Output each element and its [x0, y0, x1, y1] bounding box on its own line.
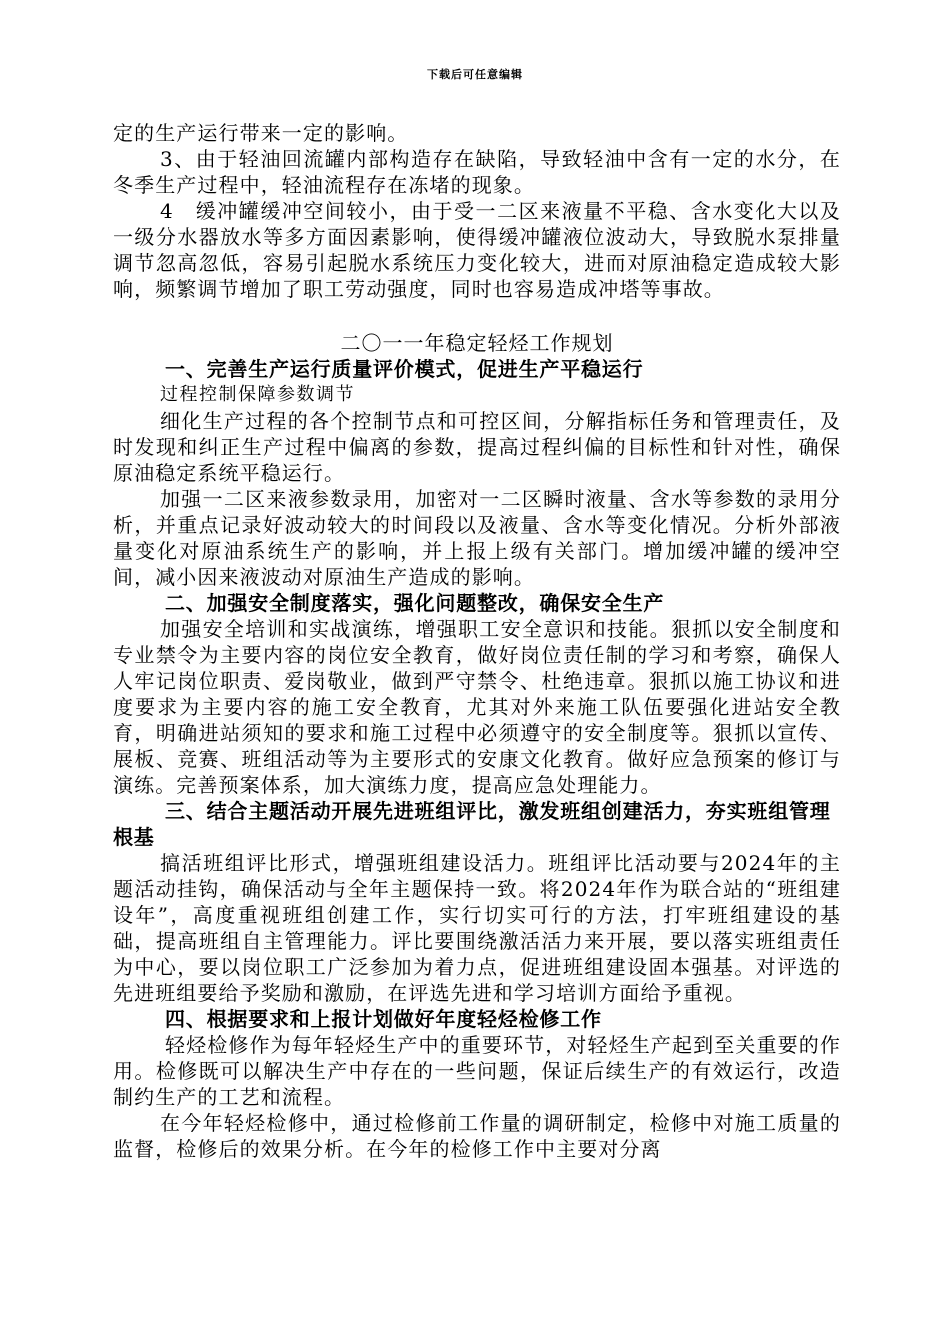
document-body [113, 120, 841, 1162]
section-4-paragraph-1: 轻烃检修作为每年轻烃生产中的重要环节，对轻烃生产起到至关重要的作用。检修既可以解决生产中存在的一些问题，保证后续生产的有效运行，改造制约生产的工艺和流程。 [113, 1033, 841, 1109]
section-4-paragraph-2: 在今年轻烃检修中，通过检修前工作量的调研制定，检修中对施工质量的监督，检修后的效果分析。在今年的检修工作中主要对分离 [113, 1111, 841, 1161]
section-3-paragraph-1: 搞活班组评比形式，增强班组建设活力。班组评比活动要与2024年的主题活动挂钩，确保活动与全年主题保持一致。将2024年作为联合站的“班组建设年”，高度重视班组创建工作，实行切实可行的方法，打牢班组建设的基础，提高班组自主管理能力。评比要围绕激活活力来开展，要以落实班组责任为中心，要以岗位职工广泛参加为着力点，促进班组建设固本强基。对评选的先进班组要给予奖励和激励，在评选先进和学习培训方面给予重视。 [113, 851, 841, 1005]
section-1-subheading: 过程控制保障参数调节 [160, 384, 355, 405]
section-2-paragraph-1: 加强安全培训和实战演练，增强职工安全意识和技能。狠抓以安全制度和专业禁令为主要内容的岗位安全教育，做好岗位责任制的学习和考察，确保人人牢记岗位职责、爱岗敬业，做到严守禁令、杜绝违章。狠抓以施工协议和进度要求为主要内容的施工安全教育，尤其对外来施工队伍要强化进站安全教育，明确进站须知的要求和施工过程中必须遵守的安全制度等。狠抓以宣传、展板、竞赛、班组活动等为主要形式的安康文化教育。做好应急预案的修订与演练。完善预案体系，加大演练力度，提高应急处理能力。 [113, 617, 841, 797]
section-1-paragraph-1: 细化生产过程的各个控制节点和可控区间，分解指标任务和管理责任，及时发现和纠正生产过程中偏离的参数，提高过程纠偏的目标性和针对性，确保原油稳定系统平稳运行。 [113, 409, 841, 485]
plan-title: 二〇一一年稳定轻烃工作规划 [340, 331, 614, 355]
section-3-heading: 三、结合主题活动开展先进班组评比，激发班组创建活力，夯实班组管理根基 [113, 799, 831, 849]
paragraph-item-4: 4 缓冲罐缓冲空间较小，由于受一二区来液量不平稳、含水变化大以及一级分水器放水等多方面因素影响，使得缓冲罐液位波动大，导致脱水泵排量调节忽高忽低，容易引起脱水系统压力变化较大，进而对原油稳定造成较大影响，频繁调节增加了职工劳动强度，同时也容易造成冲塔等事故。 [113, 199, 841, 301]
page-header: 下载后可任意编辑 [427, 68, 523, 81]
paragraph-continuation: 定的生产运行带来一定的影响。 [113, 121, 409, 145]
section-1-heading: 一、完善生产运行质量评价模式，促进生产平稳运行 [165, 357, 644, 381]
section-4-heading: 四、根据要求和上报计划做好年度轻烃检修工作 [165, 1007, 602, 1031]
paragraph-item-3: 3、由于轻油回流罐内部构造存在缺陷，导致轻油中含有一定的水分，在冬季生产过程中，轻油流程存在冻堵的现象。 [113, 147, 841, 197]
section-1-paragraph-2: 加强一二区来液参数录用，加密对一二区瞬时液量、含水等参数的录用分析，并重点记录好波动较大的时间段以及液量、含水等变化情况。分析外部液量变化对原油系统生产的影响，并上报上级有关部门。增加缓冲罐的缓冲空间，减小因来液波动对原油生产造成的影响。 [113, 487, 841, 589]
section-2-heading: 二、加强安全制度落实，强化问题整改，确保安全生产 [165, 591, 665, 615]
